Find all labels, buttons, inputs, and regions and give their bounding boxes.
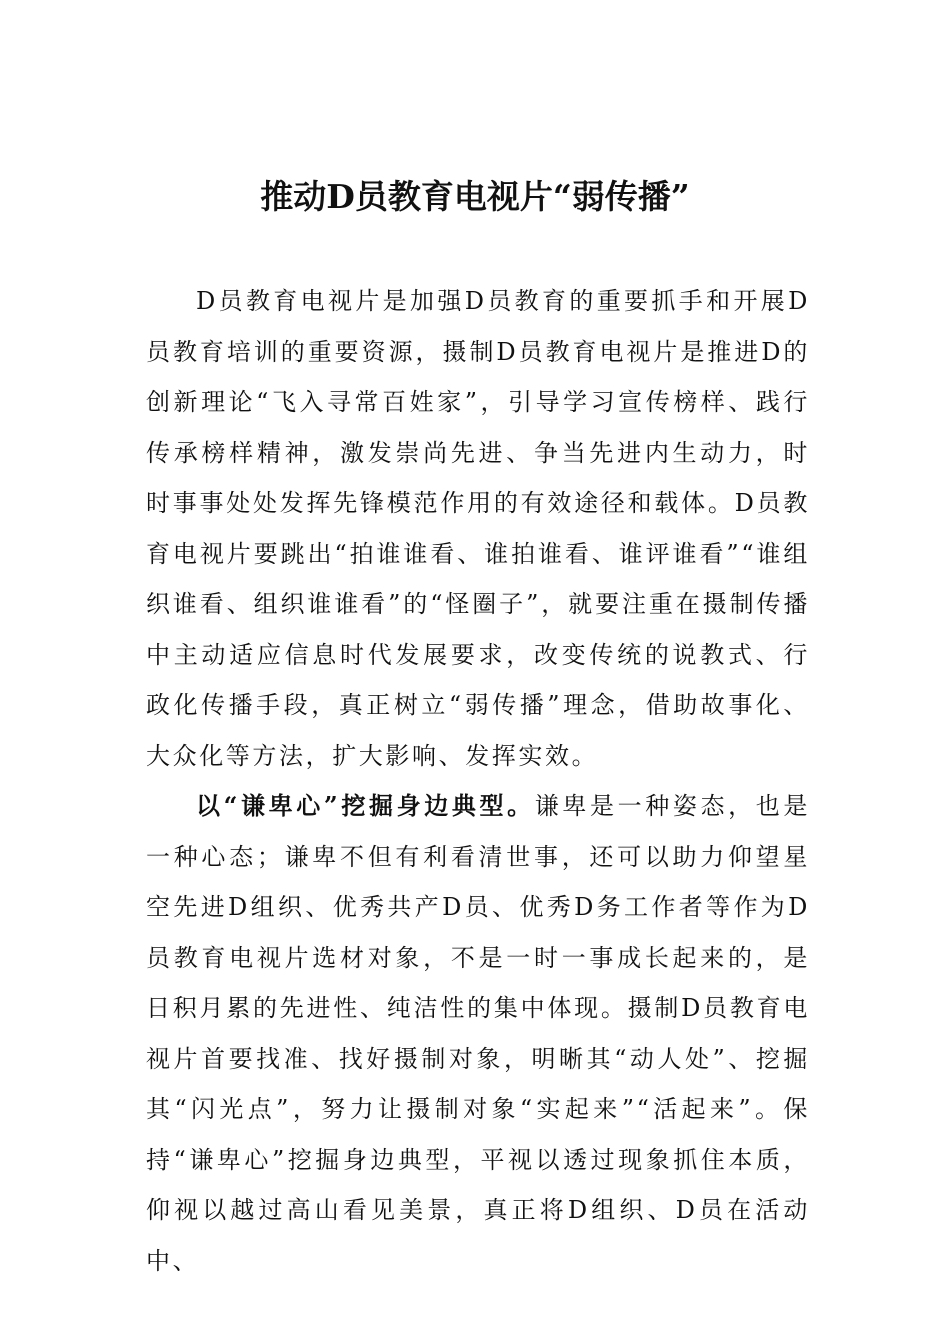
document-title: 推动D员教育电视片“弱传播” <box>260 177 690 216</box>
paragraph-intro <box>146 276 810 781</box>
document-body <box>146 276 810 1286</box>
paragraph-text: D员教育电视片是加强D员教育的重要抓手和开展D员教育培训的重要资源，摄制D员教育电视片是推进D的创新理论“飞入寻常百姓家”，引导学习宣传榜样、践行传承榜样精神，激发崇尚先进、争当先进内生动力，时时事事处处发挥先锋模范作用的有效途径和载体。D员教育电视片要跳出“拍谁谁看、谁拍谁看、谁评谁看”“谁组织谁看、组织谁谁看”的“怪圈子”，就要注重在摄制传播中主动适应信息时代发展要求，改变传统的说教式、行政化传播手段，真正树立“弱传播”理念，借助故事化、大众化等方法，扩大影响、发挥实效。 <box>146 287 810 770</box>
paragraph-humble-heart <box>146 781 810 1286</box>
paragraph-text: 谦卑是一种姿态，也是一种心态；谦卑不但有利看清世事，还可以助力仰望星空先进D组织、优秀共产D员、优秀D务工作者等作为D员教育电视片选材对象，不是一时一事成长起来的，是日积月累的先进性、纯洁性的集中体现。摄制D员教育电视片首要找准、找好摄制对象，明晰其“动人处”、挖掘其“闪光点”，努力让摄制对象“实起来”“活起来”。保持“谦卑心”挖掘身边典型，平视以透过现象抓住本质，仰视以越过高山看见美景，真正将D组织、D员在活动中、 <box>146 792 810 1275</box>
paragraph-lead: 以“谦卑心”挖掘身边典型。 <box>196 791 535 820</box>
